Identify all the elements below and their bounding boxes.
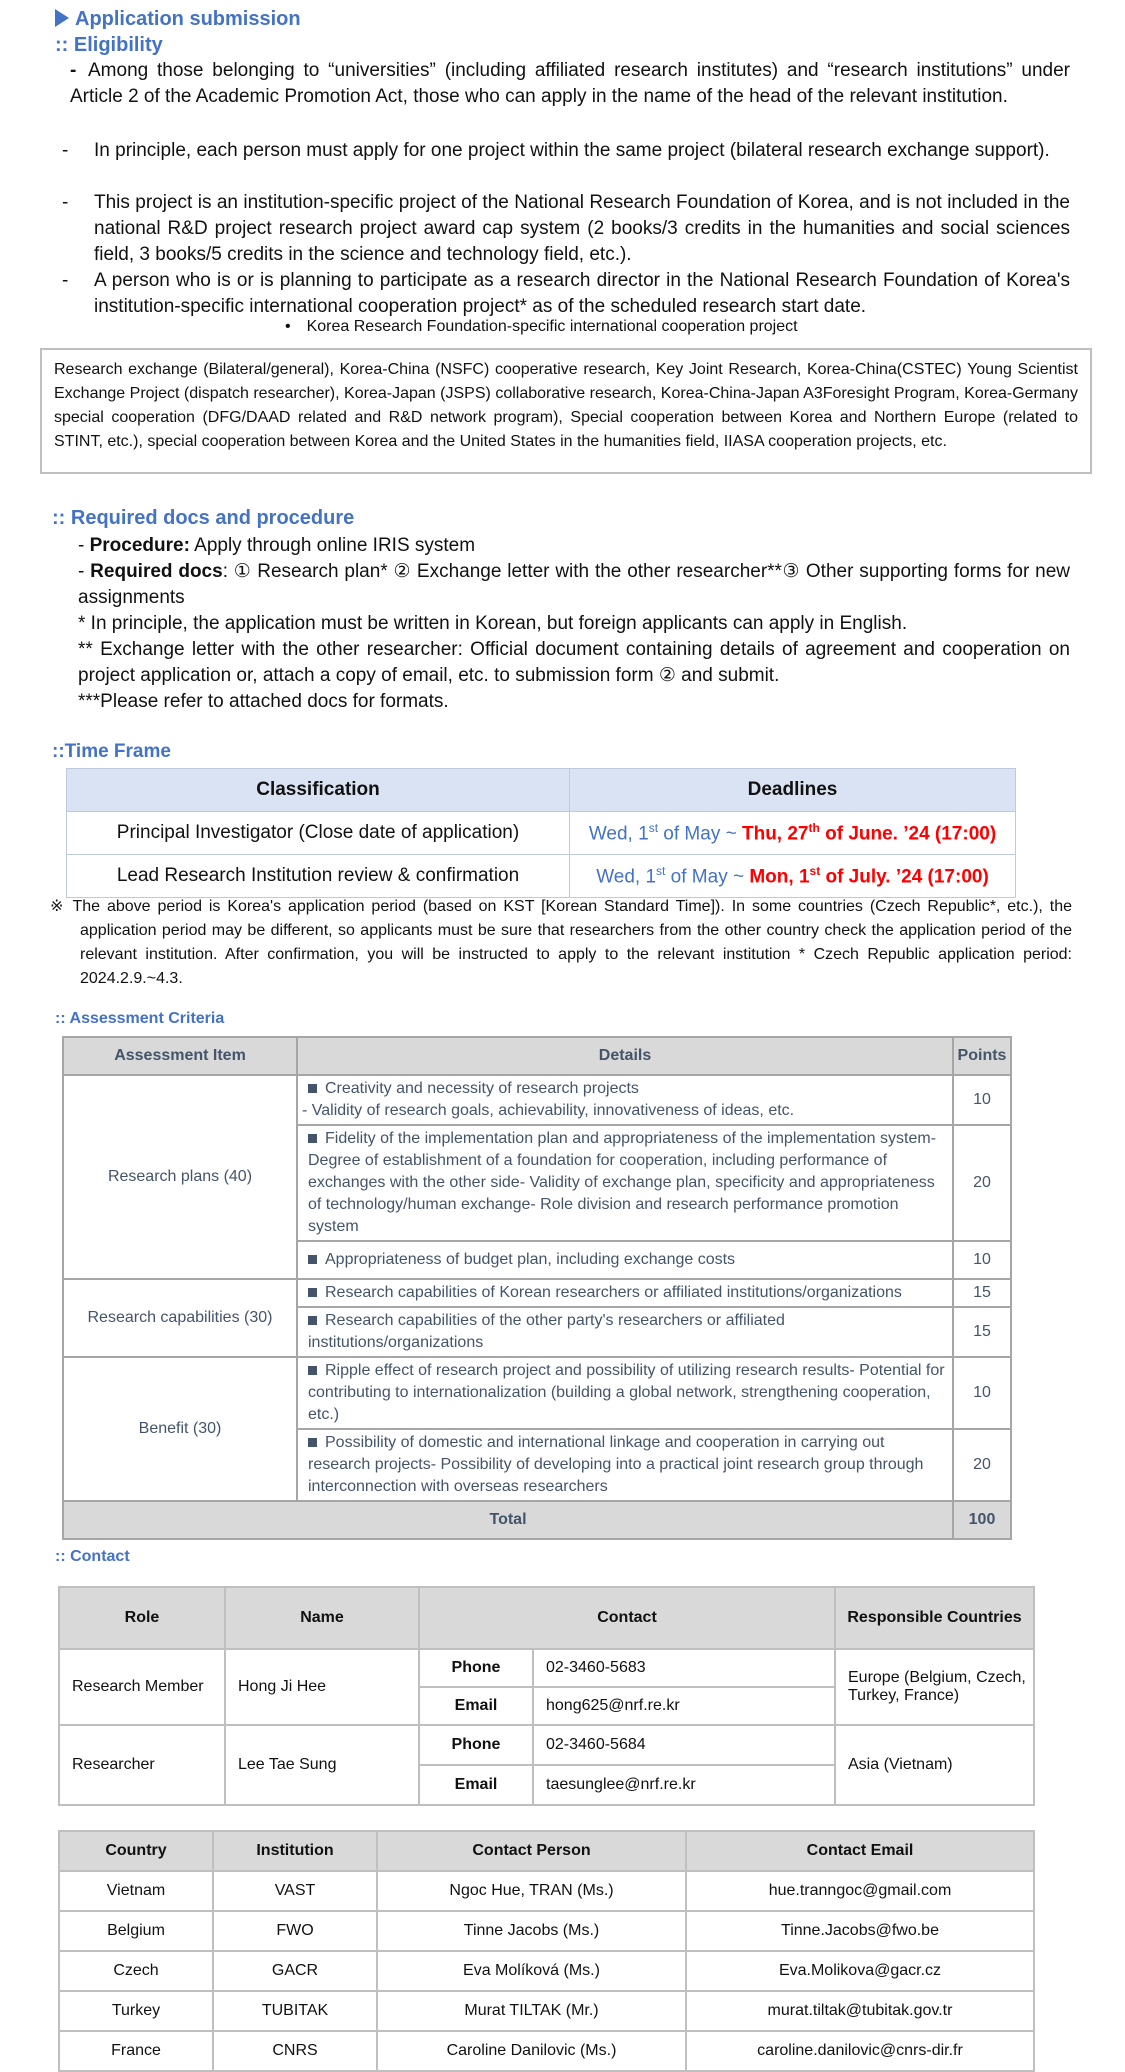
table-row: Email hong625@nrf.re.kr — [59, 1687, 1034, 1725]
eligibility-item-3: - This project is an institution-specific project of the National Research Foundation of Korea, and is not included in the national R&D project research project award cap system (2 books/3 credits in the humanities and social sciences field, 3 books/5 credits in the science and technology field, etc.). — [62, 192, 1070, 265]
eligibility-item-4: - A person who is or is planning to participate as a research director in the National Research Foundation of Korea's institution-specific international cooperation project* as of the scheduled research start date. — [62, 270, 1070, 317]
col-deadlines: Deadlines — [570, 769, 1016, 812]
table-row: Researcher Lee Tae Sung Phone 02-3460-5684 Asia (Vietnam) — [59, 1725, 1034, 1765]
table-row: Belgium FWO Tinne Jacobs (Ms.) Tinne.Jacobs@fwo.be — [59, 1911, 1034, 1951]
table-row: France CNRS Caroline Danilovic (Ms.) caroline.danilovic@cnrs-dir.fr — [59, 2031, 1034, 2071]
contact-table — [58, 1586, 1035, 1806]
table-row: Turkey TUBITAK Murat TILTAK (Mr.) murat.tiltak@tubitak.gov.tr — [59, 1991, 1034, 2031]
square-bullet-icon — [308, 1288, 317, 1297]
table-row: Possibility of domestic and international linkage and cooperation in carrying out research projects- Possibility of developing into a practical joint research group through interconnection with overseas researchers 20 — [63, 1429, 1011, 1501]
table-row: Principal Investigator (Close date of application) Wed, 1st of May ~ Thu, 27th of June. ’24 (17:00) — [67, 812, 1016, 855]
title-text: Application submission — [75, 8, 301, 30]
table-row: Research capabilities of the other party's researchers or affiliated institutions/organizations 15 — [63, 1307, 1011, 1357]
square-bullet-icon — [308, 1255, 317, 1264]
table-row: Research capabilities (30) Research capabilities of Korean researchers or affiliated institutions/organizations 15 — [63, 1279, 1011, 1307]
country-contacts-table — [58, 1830, 1035, 2072]
eligibility-heading: :: Eligibility — [55, 34, 163, 56]
table-row: Research plans (40) Creativity and necessity of research projects - Validity of research goals, achievability, innovativeness of ideas, etc. 10 — [63, 1075, 1011, 1125]
triangle-icon — [55, 9, 69, 27]
note-2: ** Exchange letter with the other researcher: Official document containing details of agreement and cooperation on project application or, attach a copy of email, etc. to submission form ② and submit. — [78, 639, 1070, 686]
table-row: Research Member Hong Ji Hee Phone 02-3460-5683 Europe (Belgium, Czech, Turkey, France) — [59, 1649, 1034, 1687]
note-3: ***Please refer to attached docs for formats. — [78, 691, 449, 712]
section-title — [55, 8, 301, 31]
bullet-icon: • — [285, 318, 291, 335]
table-header-row: Assessment Item Details Points — [63, 1037, 1011, 1075]
col-classification: Classification — [67, 769, 570, 812]
square-bullet-icon — [308, 1134, 317, 1143]
total-row: Total 100 — [63, 1501, 1011, 1539]
required-heading: :: Required docs and procedure — [52, 507, 355, 529]
eligibility-bullet: • Korea Research Foundation-specific international cooperation project — [285, 318, 798, 335]
square-bullet-icon — [308, 1316, 317, 1325]
eligibility-item-2: - In principle, each person must apply for one project within the same project (bilateral research exchange support). — [62, 140, 1050, 161]
table-row: Benefit (30) Ripple effect of research project and possibility of utilizing research results- Potential for contributing to internationalization (building a global network, strengthening cooperation, etc.) 10 — [63, 1357, 1011, 1429]
assessment-heading: :: Assessment Criteria — [55, 1010, 225, 1027]
timeframe-heading: ::Time Frame — [52, 741, 171, 762]
procedure-line: - Procedure: Apply through online IRIS system — [78, 535, 476, 556]
table-row: Appropriateness of budget plan, including exchange costs 10 — [63, 1241, 1011, 1279]
square-bullet-icon — [308, 1366, 317, 1375]
contact-heading: :: Contact — [55, 1548, 130, 1565]
assessment-table — [62, 1036, 1012, 1540]
square-bullet-icon — [308, 1438, 317, 1447]
docs-line: - Required docs: ① Research plan* ② Exchange letter with the other researcher**③ Other supporting forms for new assignments — [78, 561, 1071, 608]
table-row: Fidelity of the implementation plan and appropriateness of the implementation system- Degree of establishment of a foundation for cooperation, including performance of exchanges with the other side- Validity of exchange plan, specificity and appropriateness of technology/human exchange- Role division and research performance promotion system 20 — [63, 1125, 1011, 1241]
timeframe-note: ※ The above period is Korea's application period (based on KST [Korean Standard Time]). In some countries (Czech Republic*, etc.), the application period may be different, so applicants must be sure that researchers from the other country check the application period of the relevant institution. After confirmation, you will be instructed to apply to the relevant institution * Czech Republic application period: 2024.2.9.~4.3. — [50, 898, 1072, 987]
table-row: Lead Research Institution review & confirmation Wed, 1st of May ~ Mon, 1st of July. ’24 (17:00) — [67, 855, 1016, 898]
note-1: * In principle, the application must be written in Korean, but foreign applicants can apply in English. — [78, 613, 908, 634]
table-header-row: Role Name Contact Responsible Countries — [59, 1587, 1034, 1649]
programs-box: Research exchange (Bilateral/general), Korea-China (NSFC) cooperative research, Key Joint Research, Korea-China(CSTEC) Young Scientist Exchange Project (dispatch researcher), Korea-Japan (JSPS) collaborative research, Korea-China-Japan A3Foresight Program, Korea-Germany special cooperation (DFG/DAAD related and R&D network program), Special cooperation between Korea and Northern Europe (related to STINT, etc.), special cooperation between Korea and the United States in the humanities field, IIASA cooperation projects, etc. — [40, 348, 1092, 474]
table-header-row: Country Institution Contact Person Contact Email — [59, 1831, 1034, 1871]
square-bullet-icon — [308, 1084, 317, 1093]
table-row: Email taesunglee@nrf.re.kr — [59, 1765, 1034, 1805]
table-header-row — [67, 769, 1016, 812]
table-row: Vietnam VAST Ngoc Hue, TRAN (Ms.) hue.tranngoc@gmail.com — [59, 1871, 1034, 1911]
table-row: Czech GACR Eva Molíková (Ms.) Eva.Molikova@gacr.cz — [59, 1951, 1034, 1991]
eligibility-item-1: - Among those belonging to “universities” (including affiliated research institutes) and “research institutions” under Article 2 of the Academic Promotion Act, those who can apply in the name of the head of the relevant institution. — [70, 60, 1070, 107]
timeframe-table — [66, 768, 1016, 898]
